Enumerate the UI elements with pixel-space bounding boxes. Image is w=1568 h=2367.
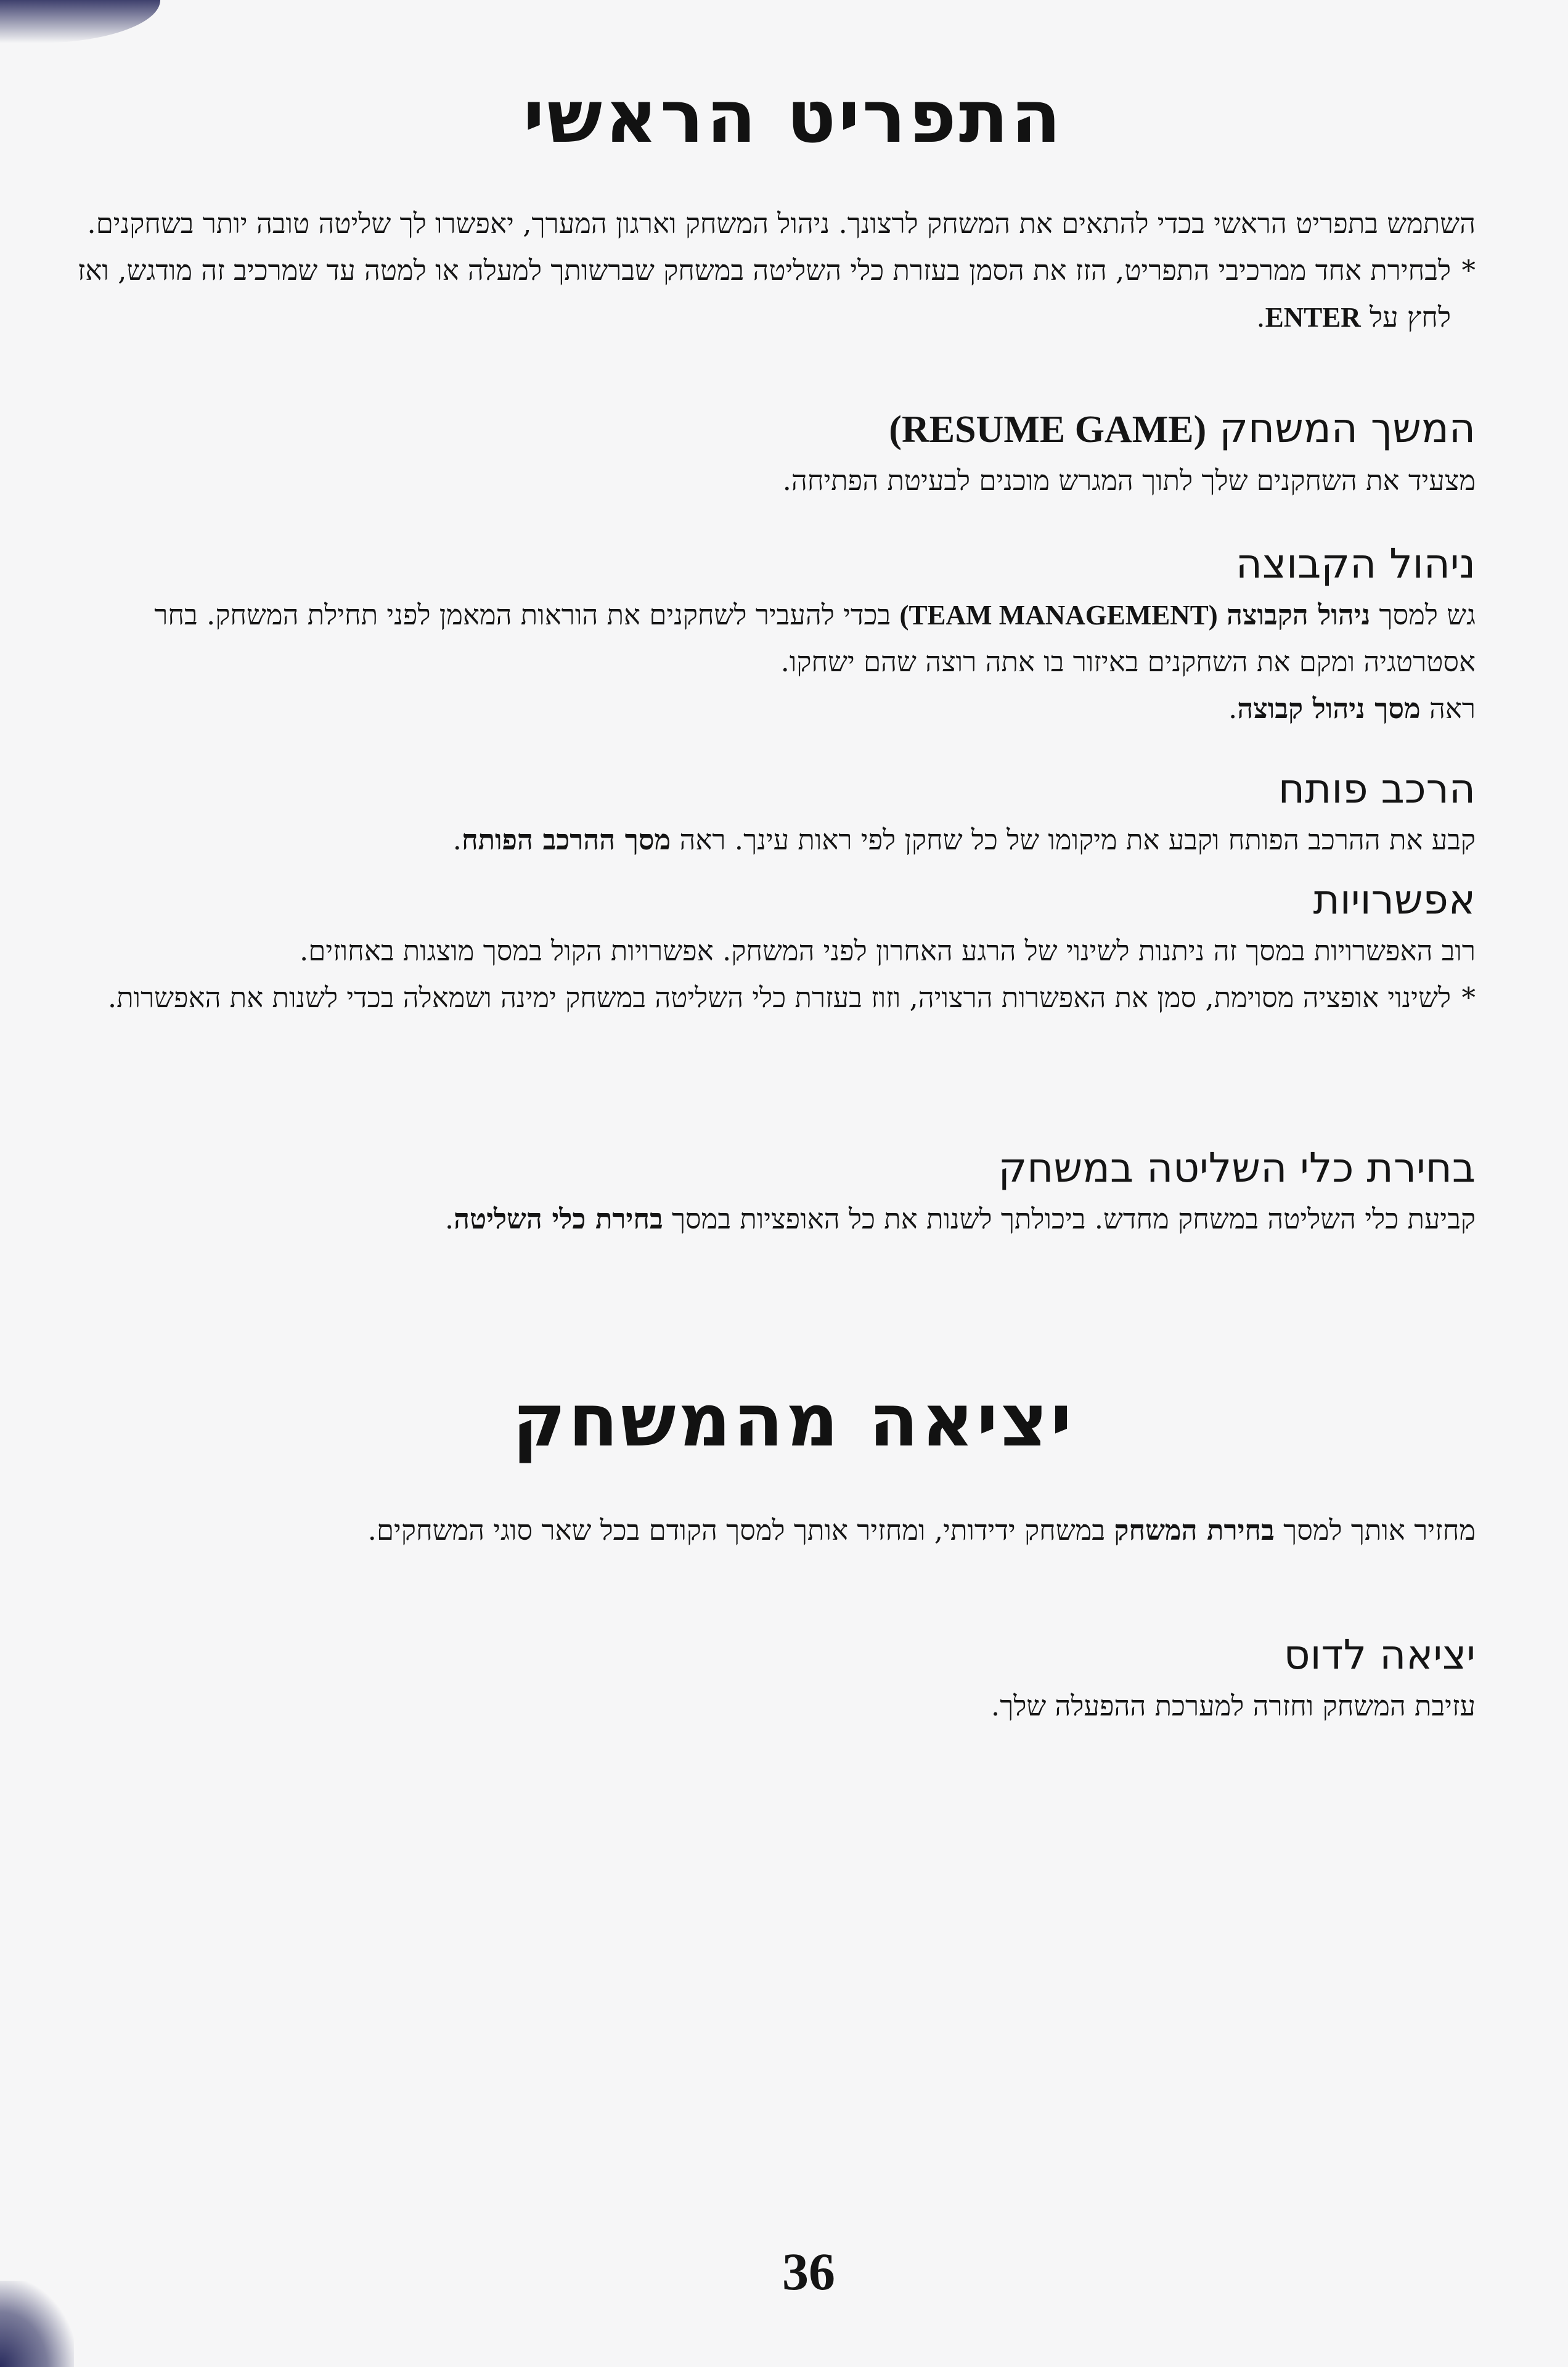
- main-menu-note-text: לבחירת אחד ממרכיבי התפריט, הזז את הסמן בעזרת כלי השליטה במשחק שברשותך למעלה או למטה עד שמרכיב זה מודגש, ואז לחץ על: [77, 254, 1451, 333]
- main-menu-section: [37, 200, 1476, 341]
- resume-game-heading-en: (RESUME GAME): [889, 409, 1207, 451]
- controls-body: [37, 1196, 1476, 1243]
- team-management-body-part2: בכדי להעביר לשחקנים את הוראות המאמן לפני תחילת המשחק. בחר אסטרטגיה ומקם את השחקנים באיזור בו אתה רוצה שהם ישחקו.: [154, 599, 1476, 678]
- lineup-body-text: קבע את ההרכב הפותח וקבע את מיקומו של כל שחקן לפי ראות עינך. ראה: [679, 824, 1476, 856]
- exit-dos-section: [37, 1627, 1476, 1730]
- lineup-heading: הרכב פותח: [1278, 765, 1476, 812]
- lineup-end: .: [452, 824, 462, 856]
- controls-screen-ref: בחירת כלי השליטה: [454, 1203, 663, 1235]
- lineup-body: [37, 817, 1476, 864]
- exit-body: [37, 1507, 1476, 1554]
- controls-section: [37, 1140, 1476, 1243]
- team-management-section: [37, 536, 1476, 732]
- team-management-bold-link: ניהול הקבוצה: [1227, 599, 1371, 631]
- note-bullet: *: [1461, 981, 1476, 1014]
- options-body: רוב האפשרויות במסך זה ניתנות לשינוי של הרגע האחרון לפני המשחק. אפשרויות הקול במסך מוצגות באחוזים.: [299, 934, 1476, 967]
- options-heading: אפשרויות: [1313, 876, 1476, 923]
- resume-game-heading: [37, 401, 1476, 457]
- exit-dos-heading: יציאה לדוס: [1283, 1631, 1476, 1678]
- resume-game-body: מצעיד את השחקנים שלך לתוך המגרש מוכנים לבעיטת הפתיחה.: [782, 464, 1476, 497]
- team-management-end: .: [1228, 692, 1238, 725]
- team-management-heading: ניהול הקבוצה: [1235, 540, 1476, 587]
- resume-game-heading-he: המשך המשחק: [1219, 404, 1476, 452]
- main-menu-note-end: .: [1256, 301, 1265, 333]
- controls-heading: בחירת כלי השליטה במשחק: [998, 1144, 1476, 1192]
- options-note: [37, 975, 1476, 1021]
- team-management-screen-ref: מסך ניהול קבוצה: [1237, 692, 1421, 725]
- controls-end: .: [444, 1203, 454, 1235]
- main-menu-intro: השתמש בתפריט הראשי בכדי להתאים את המשחק לרצונך. ניהול המשחק וארגון המערך, יאפשרו לך שליטה טובה יותר בשחקנים.: [87, 207, 1476, 240]
- note-bullet: *: [1461, 254, 1476, 287]
- team-management-see: ראה: [1429, 692, 1476, 725]
- resume-game-section: [37, 401, 1476, 504]
- lineup-screen-ref: מסך ההרכב הפותח: [461, 824, 671, 856]
- options-note-text: לשינוי אופציה מסוימת, סמן את האפשרות הרצויה, וזוז בעזרת כלי השליטה במשחק ימינה ושמאלה בכדי לשנות את האפשרות.: [107, 981, 1451, 1014]
- main-menu-title: התפריט הראשי: [523, 74, 1064, 159]
- exit-body-part1: מחזיר אותך למסך: [1283, 1514, 1476, 1547]
- main-menu-note: [37, 247, 1476, 341]
- lineup-section: [37, 761, 1476, 864]
- team-management-body: [37, 592, 1476, 732]
- page-number: 36: [782, 2242, 835, 2301]
- exit-section: [37, 1507, 1476, 1554]
- enter-key-label: ENTER: [1265, 302, 1361, 333]
- exit-screen-ref: בחירת המשחק: [1114, 1514, 1275, 1547]
- controls-body-text: קביעת כלי השליטה במשחק מחדש. ביכולתך לשנות את כל האופציות במסך: [671, 1203, 1476, 1235]
- exit-dos-body: עזיבת המשחק וחזרה למערכת ההפעלה שלך.: [990, 1690, 1476, 1722]
- exit-body-part2: במשחק ידידותי, ומחזיר אותך למסך הקודם בכל שאר סוגי המשחקים.: [367, 1514, 1106, 1547]
- team-management-en-label: (TEAM MANAGEMENT): [899, 600, 1218, 631]
- options-section: [37, 872, 1476, 1021]
- exit-game-title: יציאה מהמשחק: [512, 1378, 1074, 1463]
- team-management-body-part1: גש למסך: [1379, 599, 1476, 631]
